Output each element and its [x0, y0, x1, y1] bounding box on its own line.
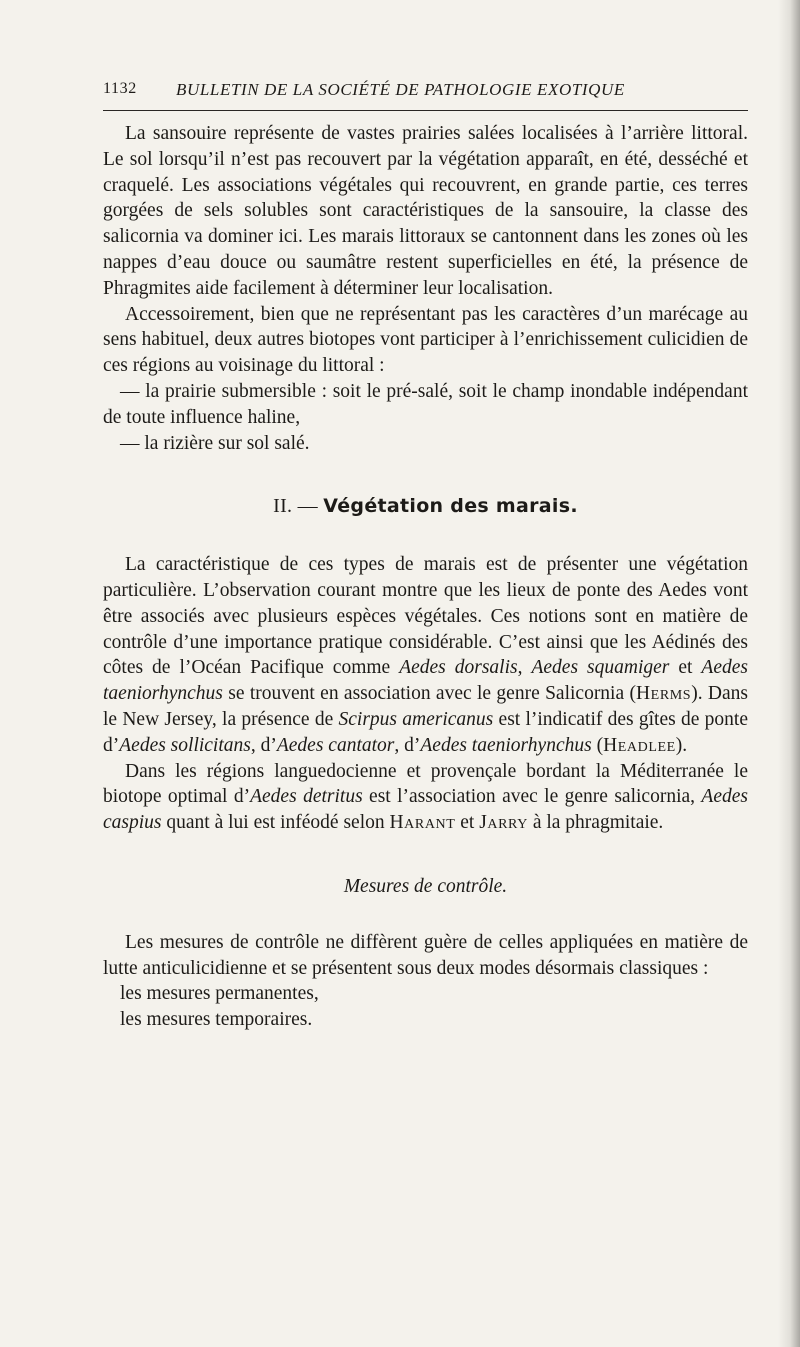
page-edge-shadow: [778, 0, 800, 1347]
text-run: (: [591, 734, 604, 756]
author-name: Harant: [389, 812, 456, 834]
section-number: II. —: [273, 495, 318, 518]
species-name: Aedes sollicitans: [119, 734, 251, 756]
species-name: Aedes detritus: [250, 786, 363, 808]
paragraph-sansouire: La sansouire représente de vastes prairies salées localisées à l’arrière littoral. Le sol lorsqu’il n’est pas recouvert par la végétation apparaît, en été, desséché et craquelé. Les associations végétales qui recouvrent, en grande partie, ces terres gorgées de sels solubles sont caractéristiques de la sansouire, la classe des salicornia va dominer ici. Les marais littoraux se cantonnent dans les zones où les nappes d’eau douce ou saumâtre restent superficielles en été, la présence de Phragmites aide facilement à déterminer leur localisation.: [103, 123, 748, 299]
text-run: , d’: [394, 734, 421, 756]
article-body: [103, 121, 748, 1033]
author-name: Headlee: [603, 734, 676, 756]
section-heading: [103, 494, 748, 520]
text-run: ).: [675, 734, 688, 756]
author-name: Herms: [635, 683, 692, 705]
species-name: Aedes cantator: [276, 734, 395, 756]
list-item-temporaires: les mesures temporaires.: [120, 1009, 313, 1031]
text-run: , d’: [250, 734, 277, 756]
paragraph-vegetation: [103, 552, 748, 758]
author-name: Jarry: [479, 812, 528, 834]
text-run: ). Dans le New Jersey, la présence de: [103, 683, 748, 730]
text-run: et: [455, 812, 480, 834]
text-run: est l’association avec le genre salicornia,: [362, 786, 702, 808]
paragraph-mesures: Les mesures de contrôle ne diffèrent guère de celles appliquées en matière de lutte anticulicidienne et se présentent sous deux modes désormais classiques :: [103, 931, 748, 979]
header-rule: [103, 110, 748, 111]
species-name: Aedes taeniorhynchus: [420, 734, 592, 756]
text-run: quant à lui est inféodé selon: [161, 812, 390, 834]
journal-title: BULLETIN DE LA SOCIÉTÉ DE PATHOLOGIE EXOTIQUE: [176, 80, 625, 99]
list-item-permanentes: les mesures permanentes,: [120, 983, 319, 1005]
text-run: Dans les régions languedocienne et provençale bordant la Méditerranée le biotope optimal d’: [103, 760, 748, 808]
paragraph-mediterranee: [103, 759, 748, 836]
list-item-prairie: — la prairie submersible : soit le pré-salé, soit le champ inondable indépendant de toute influence haline,: [103, 380, 748, 428]
text-run: et: [669, 657, 702, 679]
subsection-title: Mesures de contrôle.: [343, 875, 508, 897]
text-run: à la phragmitaie.: [527, 812, 664, 834]
species-name: Aedes caspius: [103, 786, 748, 834]
section-title: Végétation des marais.: [323, 495, 578, 518]
text-run: La caractéristique de ces types de marais est de présenter une végétation particulière. L’observation courant montre que les lieux de ponte des Aedes vont être associés avec plusieurs espèces végétales. Ces notions sont en matière de contrôle d’une importance pratique considérable. C’est ainsi que les Aédinés des côtes de l’Océan Pacifique comme: [103, 554, 748, 679]
species-name: Aedes dorsalis: [399, 657, 518, 679]
species-name: Aedes squamiger: [531, 657, 670, 679]
page-number: 1132: [103, 80, 137, 97]
species-name: Aedes taeniorhynchus: [103, 657, 748, 705]
text-run: ,: [517, 657, 532, 679]
text-run: est l’indicatif des gîtes de ponte d’: [103, 708, 748, 756]
list-item-riziere: — la rizière sur sol salé.: [120, 432, 310, 454]
paragraph-biotopes: Accessoirement, bien que ne représentant pas les caractères d’un marécage au sens habituel, deux autres biotopes vont participer à l’enrichissement culicidien de ces régions au voisinage du littoral :: [103, 303, 748, 377]
species-name: Scirpus americanus: [338, 708, 494, 730]
text-run: se trouvent en association avec le genre Salicornia (: [222, 683, 636, 705]
